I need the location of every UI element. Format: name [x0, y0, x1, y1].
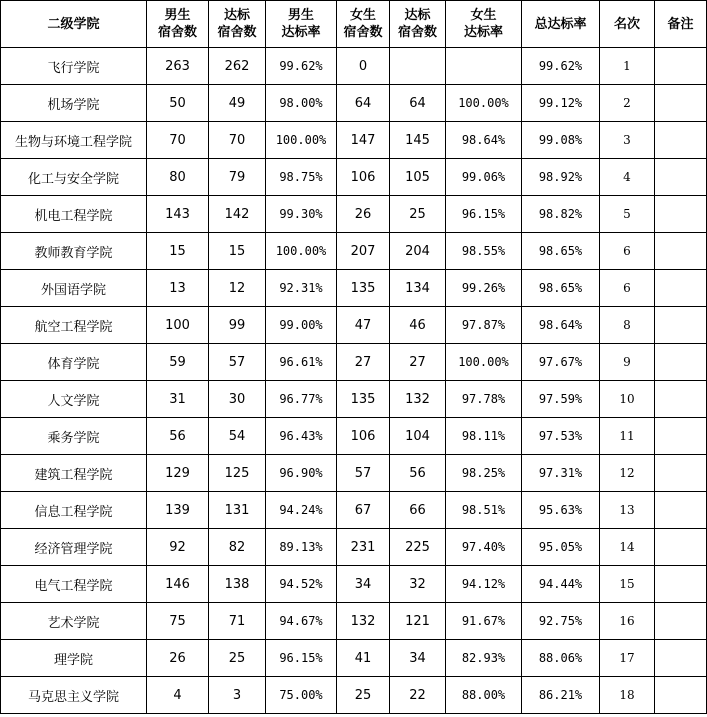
male-rate-cell: 100.00% — [266, 122, 337, 159]
female-rate-cell: 98.64% — [446, 122, 522, 159]
male-rate-cell: 94.67% — [266, 603, 337, 640]
female-rooms-cell: 135 — [337, 381, 390, 418]
female-rooms-cell: 207 — [337, 233, 390, 270]
female-rate-cell: 100.00% — [446, 344, 522, 381]
male-compliant-rooms-cell: 131 — [209, 492, 266, 529]
male-rooms-cell: 15 — [147, 233, 209, 270]
header-note-line: 备注 — [667, 16, 694, 32]
header-male-rate — [266, 1, 337, 48]
male-rooms-cell: 50 — [147, 85, 209, 122]
male-rate-cell: 100.00% — [266, 233, 337, 270]
college-cell: 信息工程学院 — [1, 492, 147, 529]
female-compliant-rooms-cell: 225 — [390, 529, 446, 566]
male-compliant-rooms-cell: 138 — [209, 566, 266, 603]
female-compliant-rooms-cell: 27 — [390, 344, 446, 381]
college-cell: 航空工程学院 — [1, 307, 147, 344]
note-cell — [655, 307, 707, 344]
note-cell — [655, 677, 707, 714]
male-rooms-cell: 129 — [147, 455, 209, 492]
male-compliant-rooms-cell: 71 — [209, 603, 266, 640]
male-compliant-rooms-cell: 142 — [209, 196, 266, 233]
table-row — [1, 233, 707, 270]
header-female-compliant-rooms-line: 宿舍数 — [397, 25, 437, 40]
female-compliant-rooms-cell: 34 — [390, 640, 446, 677]
female-rooms-cell: 231 — [337, 529, 390, 566]
female-rooms-cell: 26 — [337, 196, 390, 233]
header-female-rooms — [337, 1, 390, 48]
female-compliant-rooms-cell: 134 — [390, 270, 446, 307]
header-female-rate-line: 达标率 — [463, 25, 503, 40]
header-male-rate-line: 达标率 — [281, 25, 321, 40]
male-compliant-rooms-cell: 3 — [209, 677, 266, 714]
female-rate-cell: 98.11% — [446, 418, 522, 455]
male-rooms-cell: 263 — [147, 48, 209, 85]
female-rooms-cell: 34 — [337, 566, 390, 603]
female-rate-cell: 98.55% — [446, 233, 522, 270]
male-rate-cell: 96.43% — [266, 418, 337, 455]
male-compliant-rooms-cell: 262 — [209, 48, 266, 85]
female-compliant-rooms-cell: 46 — [390, 307, 446, 344]
rank-cell: 6 — [600, 233, 655, 270]
note-cell — [655, 418, 707, 455]
female-compliant-rooms-cell: 32 — [390, 566, 446, 603]
note-cell — [655, 529, 707, 566]
rank-cell: 16 — [600, 603, 655, 640]
female-rooms-cell: 0 — [337, 48, 390, 85]
female-rooms-cell: 106 — [337, 159, 390, 196]
header-note — [655, 1, 707, 48]
male-rate-cell: 75.00% — [266, 677, 337, 714]
table-row — [1, 381, 707, 418]
header-rank-line: 名次 — [613, 16, 640, 32]
table-row — [1, 455, 707, 492]
male-compliant-rooms-cell: 79 — [209, 159, 266, 196]
male-rooms-cell: 26 — [147, 640, 209, 677]
total-rate-cell: 97.59% — [522, 381, 600, 418]
note-cell — [655, 196, 707, 233]
rank-cell: 15 — [600, 566, 655, 603]
female-rooms-cell: 106 — [337, 418, 390, 455]
total-rate-cell: 98.65% — [522, 233, 600, 270]
header-female-compliant-rooms-line: 达标 — [404, 8, 431, 23]
male-rooms-cell: 146 — [147, 566, 209, 603]
male-compliant-rooms-cell: 57 — [209, 344, 266, 381]
table-row — [1, 566, 707, 603]
note-cell — [655, 233, 707, 270]
header-male-compliant-rooms — [209, 1, 266, 48]
header-total-rate-line: 总达标率 — [534, 16, 587, 32]
total-rate-cell: 99.08% — [522, 122, 600, 159]
rank-cell: 18 — [600, 677, 655, 714]
male-compliant-rooms-cell: 99 — [209, 307, 266, 344]
male-rooms-cell: 80 — [147, 159, 209, 196]
header-male-rooms — [147, 1, 209, 48]
rank-cell: 6 — [600, 270, 655, 307]
male-rooms-cell: 70 — [147, 122, 209, 159]
rank-cell: 3 — [600, 122, 655, 159]
male-rate-cell: 94.52% — [266, 566, 337, 603]
male-rooms-cell: 139 — [147, 492, 209, 529]
table-row — [1, 122, 707, 159]
table-row — [1, 85, 707, 122]
female-rooms-cell: 25 — [337, 677, 390, 714]
female-compliant-rooms-cell: 66 — [390, 492, 446, 529]
table-body — [1, 48, 707, 714]
total-rate-cell: 98.92% — [522, 159, 600, 196]
male-rate-cell: 98.00% — [266, 85, 337, 122]
female-rate-cell: 99.26% — [446, 270, 522, 307]
college-cell: 教师教育学院 — [1, 233, 147, 270]
table-row — [1, 344, 707, 381]
female-rooms-cell: 47 — [337, 307, 390, 344]
total-rate-cell: 98.82% — [522, 196, 600, 233]
header-male-rate-line: 男生 — [287, 8, 314, 23]
male-rate-cell: 99.30% — [266, 196, 337, 233]
male-compliant-rooms-cell: 70 — [209, 122, 266, 159]
college-cell: 生物与环境工程学院 — [1, 122, 147, 159]
table-row — [1, 492, 707, 529]
female-rate-cell — [446, 48, 522, 85]
note-cell — [655, 381, 707, 418]
header-female-rooms-line: 女生 — [349, 8, 376, 23]
female-rooms-cell: 41 — [337, 640, 390, 677]
female-rate-cell: 82.93% — [446, 640, 522, 677]
college-cell: 飞行学院 — [1, 48, 147, 85]
total-rate-cell: 97.67% — [522, 344, 600, 381]
total-rate-cell: 97.31% — [522, 455, 600, 492]
male-rate-cell: 94.24% — [266, 492, 337, 529]
header-total-rate — [522, 1, 600, 48]
table-row — [1, 640, 707, 677]
rank-cell: 2 — [600, 85, 655, 122]
college-cell: 马克思主义学院 — [1, 677, 147, 714]
male-rate-cell: 96.61% — [266, 344, 337, 381]
female-rate-cell: 91.67% — [446, 603, 522, 640]
male-compliant-rooms-cell: 125 — [209, 455, 266, 492]
male-rate-cell: 96.90% — [266, 455, 337, 492]
female-compliant-rooms-cell: 145 — [390, 122, 446, 159]
rank-cell: 11 — [600, 418, 655, 455]
male-compliant-rooms-cell: 25 — [209, 640, 266, 677]
male-rooms-cell: 100 — [147, 307, 209, 344]
rank-cell: 9 — [600, 344, 655, 381]
female-rate-cell: 98.51% — [446, 492, 522, 529]
male-compliant-rooms-cell: 12 — [209, 270, 266, 307]
table-row — [1, 307, 707, 344]
male-rooms-cell: 92 — [147, 529, 209, 566]
header-female-rate-line: 女生 — [470, 8, 497, 23]
note-cell — [655, 344, 707, 381]
note-cell — [655, 270, 707, 307]
table-row — [1, 603, 707, 640]
table-row — [1, 529, 707, 566]
total-rate-cell: 98.65% — [522, 270, 600, 307]
college-cell: 化工与安全学院 — [1, 159, 147, 196]
total-rate-cell: 98.64% — [522, 307, 600, 344]
female-compliant-rooms-cell: 22 — [390, 677, 446, 714]
note-cell — [655, 85, 707, 122]
header-male-compliant-rooms-line: 达标 — [223, 8, 250, 23]
total-rate-cell: 97.53% — [522, 418, 600, 455]
header-male-rooms-line: 男生 — [164, 8, 191, 23]
table-row — [1, 418, 707, 455]
rank-cell: 1 — [600, 48, 655, 85]
female-rooms-cell: 135 — [337, 270, 390, 307]
total-rate-cell: 86.21% — [522, 677, 600, 714]
female-compliant-rooms-cell — [390, 48, 446, 85]
college-cell: 体育学院 — [1, 344, 147, 381]
male-rate-cell: 92.31% — [266, 270, 337, 307]
rank-cell: 5 — [600, 196, 655, 233]
table-row — [1, 270, 707, 307]
header-female-compliant-rooms — [390, 1, 446, 48]
total-rate-cell: 99.12% — [522, 85, 600, 122]
female-rooms-cell: 27 — [337, 344, 390, 381]
rank-cell: 12 — [600, 455, 655, 492]
male-rate-cell: 89.13% — [266, 529, 337, 566]
rank-cell: 8 — [600, 307, 655, 344]
male-rate-cell: 96.15% — [266, 640, 337, 677]
header-female-rooms-line: 宿舍数 — [343, 25, 383, 40]
female-rate-cell: 94.12% — [446, 566, 522, 603]
college-cell: 机电工程学院 — [1, 196, 147, 233]
female-rooms-cell: 67 — [337, 492, 390, 529]
female-rate-cell: 97.87% — [446, 307, 522, 344]
rank-cell: 4 — [600, 159, 655, 196]
female-rooms-cell: 64 — [337, 85, 390, 122]
total-rate-cell: 95.63% — [522, 492, 600, 529]
note-cell — [655, 122, 707, 159]
header-male-compliant-rooms-line: 宿舍数 — [217, 25, 257, 40]
female-compliant-rooms-cell: 121 — [390, 603, 446, 640]
female-compliant-rooms-cell: 104 — [390, 418, 446, 455]
rank-cell: 17 — [600, 640, 655, 677]
female-compliant-rooms-cell: 56 — [390, 455, 446, 492]
note-cell — [655, 455, 707, 492]
male-rate-cell: 99.62% — [266, 48, 337, 85]
male-compliant-rooms-cell: 15 — [209, 233, 266, 270]
male-rooms-cell: 4 — [147, 677, 209, 714]
total-rate-cell: 88.06% — [522, 640, 600, 677]
female-rate-cell: 100.00% — [446, 85, 522, 122]
male-rate-cell: 96.77% — [266, 381, 337, 418]
male-compliant-rooms-cell: 30 — [209, 381, 266, 418]
college-cell: 外国语学院 — [1, 270, 147, 307]
female-rate-cell: 98.25% — [446, 455, 522, 492]
header-college-line: 二级学院 — [47, 16, 100, 32]
female-rooms-cell: 147 — [337, 122, 390, 159]
college-cell: 理学院 — [1, 640, 147, 677]
total-rate-cell: 95.05% — [522, 529, 600, 566]
male-rooms-cell: 13 — [147, 270, 209, 307]
female-compliant-rooms-cell: 25 — [390, 196, 446, 233]
female-rate-cell: 97.78% — [446, 381, 522, 418]
male-rooms-cell: 31 — [147, 381, 209, 418]
total-rate-cell: 99.62% — [522, 48, 600, 85]
female-rate-cell: 88.00% — [446, 677, 522, 714]
table-row — [1, 196, 707, 233]
header-college — [1, 1, 147, 48]
total-rate-cell: 94.44% — [522, 566, 600, 603]
rank-cell: 13 — [600, 492, 655, 529]
college-cell: 人文学院 — [1, 381, 147, 418]
female-compliant-rooms-cell: 132 — [390, 381, 446, 418]
male-rooms-cell: 75 — [147, 603, 209, 640]
female-rate-cell: 96.15% — [446, 196, 522, 233]
college-cell: 电气工程学院 — [1, 566, 147, 603]
male-rate-cell: 98.75% — [266, 159, 337, 196]
college-cell: 机场学院 — [1, 85, 147, 122]
rank-cell: 10 — [600, 381, 655, 418]
college-cell: 艺术学院 — [1, 603, 147, 640]
male-compliant-rooms-cell: 54 — [209, 418, 266, 455]
female-compliant-rooms-cell: 105 — [390, 159, 446, 196]
college-cell: 乘务学院 — [1, 418, 147, 455]
table-row — [1, 48, 707, 85]
total-rate-cell: 92.75% — [522, 603, 600, 640]
male-rooms-cell: 59 — [147, 344, 209, 381]
male-rooms-cell: 56 — [147, 418, 209, 455]
rank-cell: 14 — [600, 529, 655, 566]
table-row — [1, 677, 707, 714]
header-female-rate — [446, 1, 522, 48]
note-cell — [655, 603, 707, 640]
note-cell — [655, 48, 707, 85]
note-cell — [655, 159, 707, 196]
female-rate-cell: 99.06% — [446, 159, 522, 196]
table-row — [1, 159, 707, 196]
male-rate-cell: 99.00% — [266, 307, 337, 344]
note-cell — [655, 566, 707, 603]
female-rate-cell: 97.40% — [446, 529, 522, 566]
table-header-row — [1, 1, 707, 48]
female-rooms-cell: 132 — [337, 603, 390, 640]
female-compliant-rooms-cell: 64 — [390, 85, 446, 122]
note-cell — [655, 492, 707, 529]
college-cell: 经济管理学院 — [1, 529, 147, 566]
header-rank — [600, 1, 655, 48]
male-compliant-rooms-cell: 49 — [209, 85, 266, 122]
college-cell: 建筑工程学院 — [1, 455, 147, 492]
header-male-rooms-line: 宿舍数 — [157, 25, 197, 40]
note-cell — [655, 640, 707, 677]
female-compliant-rooms-cell: 204 — [390, 233, 446, 270]
female-rooms-cell: 57 — [337, 455, 390, 492]
male-compliant-rooms-cell: 82 — [209, 529, 266, 566]
male-rooms-cell: 143 — [147, 196, 209, 233]
